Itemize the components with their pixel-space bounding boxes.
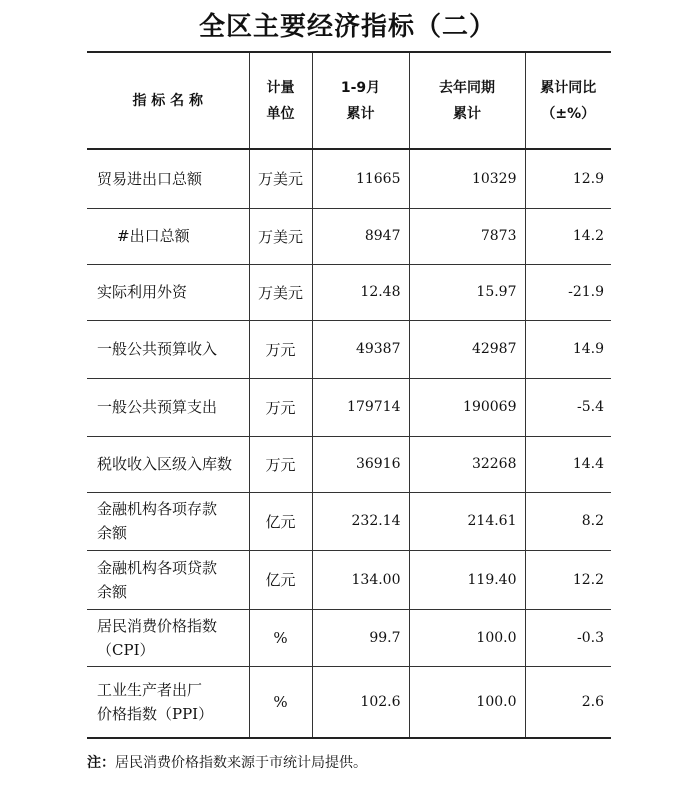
row-yoy: 8.2 — [525, 492, 611, 550]
row-unit: 万元 — [249, 436, 312, 492]
row-yoy: 14.2 — [525, 208, 611, 264]
row-previous: 119.40 — [409, 550, 525, 609]
row-yoy: -0.3 — [525, 609, 611, 666]
row-unit: 亿元 — [249, 550, 312, 609]
table-row — [87, 550, 611, 609]
header-row — [87, 52, 611, 149]
row-previous: 100.0 — [409, 666, 525, 738]
row-current: 232.14 — [312, 492, 409, 550]
header-unit-line1: 计量 — [266, 79, 295, 96]
table-row — [87, 609, 611, 666]
row-previous: 214.61 — [409, 492, 525, 550]
page-title: 全区主要经济指标（二） — [198, 12, 496, 42]
row-unit: 亿元 — [249, 492, 312, 550]
row-name: 金融机构各项存款 余额 — [87, 492, 249, 550]
header-previous — [409, 52, 525, 149]
row-name: 一般公共预算支出 — [87, 378, 249, 436]
header-yoy-line1: 累计同比 — [540, 79, 597, 96]
row-previous: 7873 — [409, 208, 525, 264]
row-yoy: 14.9 — [525, 320, 611, 378]
row-current: 179714 — [312, 378, 409, 436]
footnote — [87, 752, 367, 772]
row-previous: 10329 — [409, 149, 525, 208]
table-row — [87, 320, 611, 378]
header-current-line1: 1-9月 — [340, 79, 381, 96]
header-name: 指 标 名 称 — [87, 52, 249, 149]
row-previous: 15.97 — [409, 264, 525, 320]
row-name: #出口总额 — [87, 208, 249, 264]
table-row — [87, 492, 611, 550]
row-previous: 32268 — [409, 436, 525, 492]
row-yoy: -21.9 — [525, 264, 611, 320]
row-name: 居民消费价格指数 （CPI） — [87, 609, 249, 666]
footnote-label: 注： — [87, 755, 115, 771]
row-previous: 100.0 — [409, 609, 525, 666]
row-yoy: 12.2 — [525, 550, 611, 609]
row-current: 49387 — [312, 320, 409, 378]
header-current — [312, 52, 409, 149]
header-unit — [249, 52, 312, 149]
row-yoy: 2.6 — [525, 666, 611, 738]
row-current: 12.48 — [312, 264, 409, 320]
table-row — [87, 208, 611, 264]
row-yoy: -5.4 — [525, 378, 611, 436]
header-previous-line2: 累计 — [453, 105, 481, 122]
row-unit: 万美元 — [249, 149, 312, 208]
row-name: 工业生产者出厂 价格指数（PPI） — [87, 666, 249, 738]
row-unit: 万美元 — [249, 208, 312, 264]
row-unit: 万美元 — [249, 264, 312, 320]
row-yoy: 14.4 — [525, 436, 611, 492]
header-previous-line1: 去年同期 — [439, 79, 495, 96]
row-current: 134.00 — [312, 550, 409, 609]
row-previous: 42987 — [409, 320, 525, 378]
row-current: 8947 — [312, 208, 409, 264]
row-current: 99.7 — [312, 609, 409, 666]
row-name: 一般公共预算收入 — [87, 320, 249, 378]
row-unit: 万元 — [249, 320, 312, 378]
row-current: 36916 — [312, 436, 409, 492]
table-row — [87, 149, 611, 208]
row-name: 实际利用外资 — [87, 264, 249, 320]
header-current-line2: 累计 — [346, 105, 375, 122]
row-yoy: 12.9 — [525, 149, 611, 208]
row-current: 102.6 — [312, 666, 409, 738]
table-row — [87, 264, 611, 320]
table-row — [87, 436, 611, 492]
table-row — [87, 378, 611, 436]
header-yoy — [525, 52, 611, 149]
row-unit: % — [249, 666, 312, 738]
row-name: 税收收入区级入库数 — [87, 436, 249, 492]
header-yoy-line2: （±%） — [541, 105, 596, 122]
header-unit-line2: 单位 — [266, 105, 295, 122]
indicator-table — [87, 51, 611, 739]
row-current: 11665 — [312, 149, 409, 208]
row-previous: 190069 — [409, 378, 525, 436]
row-name: 贸易进出口总额 — [87, 149, 249, 208]
row-unit: % — [249, 609, 312, 666]
row-name: 金融机构各项贷款 余额 — [87, 550, 249, 609]
table-row — [87, 666, 611, 738]
footnote-text: 居民消费价格指数来源于市统计局提供。 — [115, 755, 367, 771]
row-unit: 万元 — [249, 378, 312, 436]
